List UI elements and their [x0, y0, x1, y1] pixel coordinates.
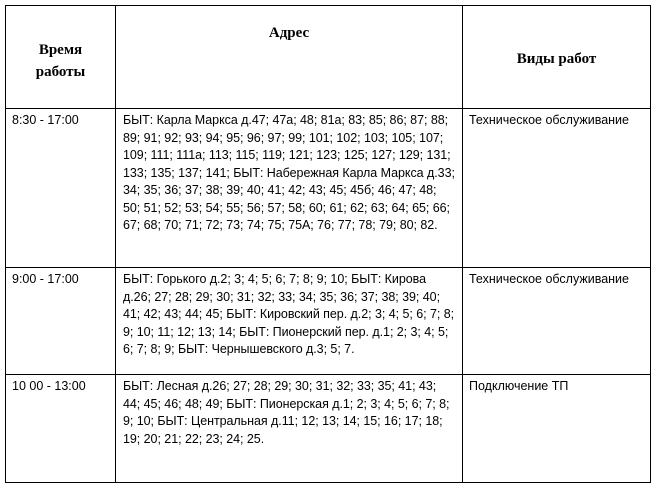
time-cell — [6, 109, 116, 268]
header-work — [463, 6, 651, 109]
address-value: БЫТ: Карла Маркса д.47; 47а; 48; 81а; 83; 85; 86; 87; 88; 89; 91; 92; 93; 94; 95; 96; 97; 99; 101; 102; 103; 105; 107; 109; 111; 111а; 113; 115; 119; 121; 123; 125; 127; 129; 131; 133; 135; 137; 141; БЫТ: Набережная Карла Маркса д.33; 34; 35; 36; 37; 38; 39; 40; 41; 42; 43; 45; 45б; 46; 47; 48; 50; 51; 52; 53; 54; 55; 56; 57; 58; 60; 61; 62; 63; 64; 65; 66; 67; 68; 70; 71; 72; 73; 74; 75; 75А; 76; 77; 78; 79; 80; 82. — [123, 113, 455, 232]
address-cell — [116, 375, 463, 483]
time-value: 10 00 - 13:00 — [12, 379, 86, 393]
table-header-row — [6, 6, 651, 109]
header-time — [6, 6, 116, 109]
table-row — [6, 109, 651, 268]
work-value: Подключение ТП — [469, 379, 569, 393]
work-cell — [463, 109, 651, 268]
header-time-line1: Время — [38, 42, 83, 58]
work-value: Техническое обслуживание — [469, 272, 629, 286]
work-value: Техническое обслуживание — [469, 113, 629, 127]
address-cell — [116, 109, 463, 268]
work-cell — [463, 268, 651, 375]
time-value: 9:00 - 17:00 — [12, 272, 79, 286]
header-address-label: Адрес — [268, 25, 310, 41]
time-cell — [6, 375, 116, 483]
address-value: БЫТ: Лесная д.26; 27; 28; 29; 30; 31; 32; 33; 35; 41; 43; 44; 45; 46; 48; 49; БЫТ: Пионерская д.1; 2; 3; 4; 5; 6; 7; 8; 9; 10; БЫТ: Центральная д.11; 12; 13; 14; 15; 16; 17; 18; 19; 20; 21; 22; 23; 24; 25. — [123, 379, 450, 446]
address-cell — [116, 268, 463, 375]
work-cell — [463, 375, 651, 483]
address-value: БЫТ: Горького д.2; 3; 4; 5; 6; 7; 8; 9; 10; БЫТ: Кирова д.26; 27; 28; 29; 30; 31; 32; 33; 34; 35; 36; 37; 38; 39; 40; 41; 42; 43; 44; 45; БЫТ: Кировский пер. д.2; 3; 4; 5; 6; 7; 8; 9; 10; 11; 12; 13; 14; БЫТ: Пионерский пер. д.1; 2; 3; 4; 5; 6; 7; 8; 9; БЫТ: Чернышевского д.3; 5; 7. — [123, 272, 455, 356]
table-row — [6, 268, 651, 375]
header-address — [116, 6, 463, 109]
table-row — [6, 375, 651, 483]
time-value: 8:30 - 17:00 — [12, 113, 79, 127]
work-schedule-table — [5, 5, 651, 483]
header-work-label: Виды работ — [516, 51, 597, 67]
header-time-line2: работы — [35, 64, 86, 80]
time-cell — [6, 268, 116, 375]
